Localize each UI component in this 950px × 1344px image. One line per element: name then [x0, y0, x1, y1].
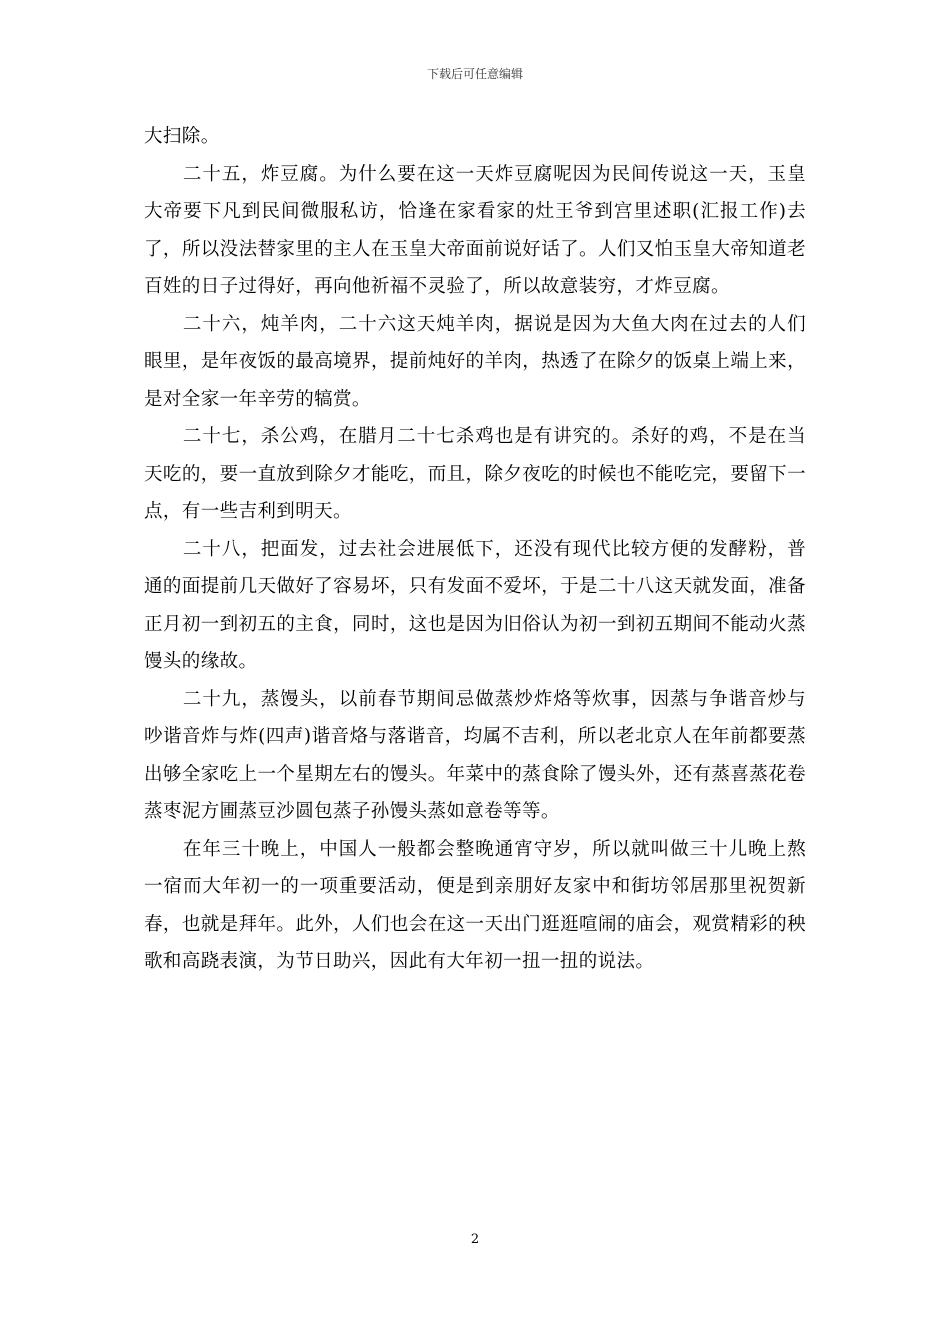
paragraph-day-27: 二十七，杀公鸡，在腊月二十七杀鸡也是有讲究的。杀好的鸡，不是在当天吃的，要一直放到除夕才能吃，而且，除夕夜吃的时候也不能吃完，要留下一点，有一些吉利到明天。	[144, 426, 806, 522]
page-header: 下载后可任意编辑	[426, 67, 523, 81]
paragraph-day-28: 二十八，把面发，过去社会进展低下，还没有现代比较方便的发酵粉，普通的面提前几天做好了容易坏，只有发面不爱坏，于是二十八这天就发面，准备正月初一到初五的主食，同时，这也是因为旧俗认为初一到初五期间不能动火蒸馒头的缘故。	[144, 538, 806, 672]
paragraph-day-26: 二十六，炖羊肉，二十六这天炖羊肉，据说是因为大鱼大肉在过去的人们眼里，是年夜饭的最高境界，提前炖好的羊肉，热透了在除夕的饭桌上端上来，是对全家一年辛劳的犒赏。	[144, 313, 806, 410]
page-number: 2	[470, 1232, 480, 1247]
document-body	[144, 118, 806, 981]
paragraph-continuation: 大扫除。	[144, 126, 220, 147]
paragraph-day-29: 二十九，蒸馒头，以前春节期间忌做蒸炒炸烙等炊事，因蒸与争谐音炒与吵谐音炸与炸(四声)谐音烙与落谐音，均属不吉利，所以老北京人在年前都要蒸出够全家吃上一个星期左右的馒头。年菜中的蒸食除了馒头外，还有蒸喜蒸花卷蒸枣泥方圃蒸豆沙圆包蒸子孙馒头蒸如意卷等等。	[144, 688, 806, 822]
paragraph-new-year-eve: 在年三十晚上，中国人一般都会整晚通宵守岁，所以就叫做三十儿晚上熬一宿而大年初一的一项重要活动，便是到亲朋好友家中和街坊邻居那里祝贺新春，也就是拜年。此外，人们也会在这一天出门逛逛喧闹的庙会，观赏精彩的秧歌和高跷表演，为节日助兴，因此有大年初一扭一扭的说法。	[144, 838, 806, 972]
paragraph-day-25: 二十五，炸豆腐。为什么要在这一天炸豆腐呢因为民间传说这一天，玉皇大帝要下凡到民间微服私访，恰逢在家看家的灶王爷到宫里述职(汇报工作)去了，所以没法替家里的主人在玉皇大帝面前说好话了。人们又怕玉皇大帝知道老百姓的日子过得好，再向他祈福不灵验了，所以故意装穷，才炸豆腐。	[144, 163, 806, 297]
